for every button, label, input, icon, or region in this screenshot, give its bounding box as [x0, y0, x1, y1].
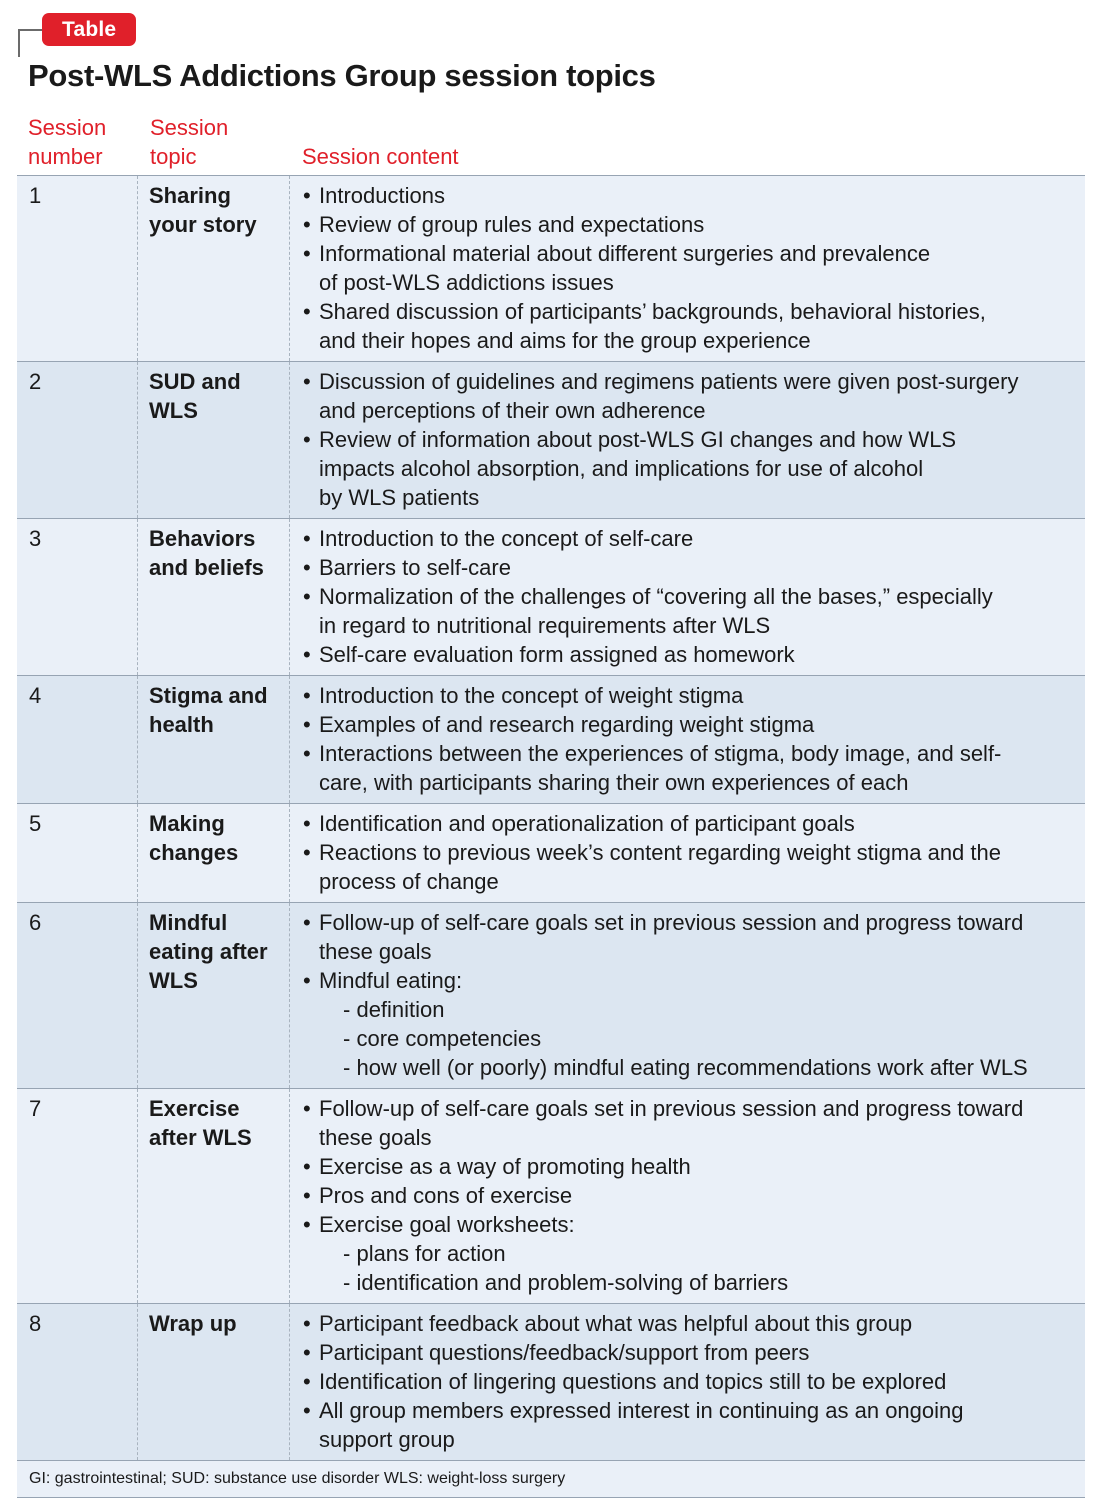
- session-content-cell: [290, 676, 1085, 803]
- content-line: • Review of information about post-WLS GI changes and how WLS: [319, 427, 957, 452]
- content-line: • All group members expressed interest in continuing as an ongoing: [319, 1398, 964, 1423]
- session-topic-line: and beliefs: [149, 555, 264, 580]
- content-bullet-item: [303, 367, 1085, 425]
- content-line: • Introduction to the concept of weight stigma: [319, 683, 744, 708]
- content-bullet-item: [303, 710, 1085, 739]
- content-bullet-item: [303, 739, 1085, 797]
- content-line: • Mindful eating:: [319, 968, 463, 993]
- content-bullet-item: [303, 524, 1085, 553]
- content-line: care, with participants sharing their own experiences of each: [319, 770, 909, 795]
- content-line: • Interactions between the experiences of stigma, body image, and self-: [319, 741, 1002, 766]
- content-sub-item: - how well (or poorly) mindful eating recommendations work after WLS: [303, 1053, 1085, 1082]
- content-line: and perceptions of their own adherence: [319, 398, 706, 423]
- session-topic-line: eating after: [149, 939, 268, 964]
- content-bullet-item: [303, 297, 1085, 355]
- content-bullet-item: [303, 210, 1085, 239]
- session-number-cell: 6: [17, 903, 138, 1088]
- session-topic-cell: [138, 903, 290, 1088]
- table-footnote: GI: gastrointestinal; SUD: substance use disorder WLS: weight-loss surgery: [17, 1461, 1085, 1498]
- content-line: • Exercise as a way of promoting health: [319, 1154, 691, 1179]
- content-bullet-item: [303, 1338, 1085, 1367]
- session-topic-line: Sharing: [149, 183, 231, 208]
- session-topic-line: Wrap up: [149, 1311, 237, 1336]
- content-bullet-item: [303, 239, 1085, 297]
- content-bullet-item: [303, 582, 1085, 640]
- session-content-cell: [290, 1089, 1085, 1303]
- session-topic-line: WLS: [149, 968, 198, 993]
- table-row: [17, 903, 1085, 1089]
- content-line: • Follow-up of self-care goals set in previous session and progress toward: [319, 910, 1024, 935]
- content-line: • Reactions to previous week’s content regarding weight stigma and the: [319, 840, 1001, 865]
- header-session-topic: [150, 113, 228, 173]
- content-line: • Pros and cons of exercise: [319, 1183, 573, 1208]
- content-line: • Introductions: [319, 183, 445, 208]
- table-title: Post-WLS Addictions Group session topics: [28, 58, 656, 93]
- session-content-cell: [290, 519, 1085, 675]
- table-row: [17, 676, 1085, 804]
- content-line: • Exercise goal worksheets:: [319, 1212, 575, 1237]
- header-line: topic: [150, 144, 197, 169]
- header-line: Session: [28, 115, 107, 140]
- content-line: • Self-care evaluation form assigned as homework: [319, 642, 795, 667]
- content-line: • Informational material about different surgeries and prevalence: [319, 241, 931, 266]
- session-topic-cell: [138, 1304, 290, 1460]
- content-line: • Introduction to the concept of self-care: [319, 526, 694, 551]
- content-sub-item: - definition: [303, 995, 1085, 1024]
- table-row: [17, 362, 1085, 519]
- header-line: Session content: [302, 144, 459, 169]
- content-bullet-item: [303, 966, 1085, 995]
- table-row: [17, 176, 1085, 362]
- session-content-cell: [290, 362, 1085, 518]
- table-row: [17, 1089, 1085, 1304]
- content-line: in regard to nutritional requirements after WLS: [319, 613, 771, 638]
- content-line: • Identification and operationalization of participant goals: [319, 811, 855, 836]
- session-topic-cell: [138, 1089, 290, 1303]
- content-bullet-item: [303, 838, 1085, 896]
- session-topic-line: Stigma and: [149, 683, 268, 708]
- session-topic-cell: [138, 804, 290, 902]
- session-topic-line: Exercise: [149, 1096, 240, 1121]
- session-topic-cell: [138, 362, 290, 518]
- table-row: [17, 804, 1085, 903]
- session-topic-cell: [138, 519, 290, 675]
- content-bullet-item: [303, 1367, 1085, 1396]
- content-sub-item: - core competencies: [303, 1024, 1085, 1053]
- table-row: [17, 519, 1085, 676]
- content-line: • Participant questions/feedback/support from peers: [319, 1340, 810, 1365]
- content-line: • Normalization of the challenges of “covering all the bases,” especially: [319, 584, 993, 609]
- content-line: of post-WLS addictions issues: [319, 270, 614, 295]
- content-bullet-item: [303, 681, 1085, 710]
- content-bullet-item: [303, 1396, 1085, 1454]
- content-bullet-item: [303, 1210, 1085, 1239]
- content-bullet-item: [303, 1152, 1085, 1181]
- content-bullet-item: [303, 553, 1085, 582]
- content-line: process of change: [319, 869, 499, 894]
- table-badge: Table: [42, 13, 136, 46]
- header-session-number: [28, 113, 106, 173]
- content-bullet-item: [303, 640, 1085, 669]
- content-line: these goals: [319, 1125, 432, 1150]
- session-topic-line: Mindful: [149, 910, 228, 935]
- session-topic-line: Making: [149, 811, 225, 836]
- session-content-cell: [290, 1304, 1085, 1460]
- content-bullet-item: [303, 809, 1085, 838]
- session-content-cell: [290, 176, 1085, 361]
- content-line: support group: [319, 1427, 455, 1452]
- header-line: Session: [150, 115, 229, 140]
- content-bullet-item: [303, 1309, 1085, 1338]
- content-line: and their hopes and aims for the group experience: [319, 328, 811, 353]
- content-sub-item: - plans for action: [303, 1239, 1085, 1268]
- header-line: number: [28, 144, 103, 169]
- content-line: • Follow-up of self-care goals set in previous session and progress toward: [319, 1096, 1024, 1121]
- content-line: • Shared discussion of participants’ backgrounds, behavioral histories,: [319, 299, 986, 324]
- session-table: [17, 175, 1085, 1498]
- session-number-cell: 3: [17, 519, 138, 675]
- content-line: • Examples of and research regarding weight stigma: [319, 712, 815, 737]
- session-topic-line: your story: [149, 212, 257, 237]
- session-topic-line: WLS: [149, 398, 198, 423]
- content-bullet-item: [303, 1181, 1085, 1210]
- content-line: • Participant feedback about what was helpful about this group: [319, 1311, 913, 1336]
- content-line: by WLS patients: [319, 485, 480, 510]
- table-row: [17, 1304, 1085, 1461]
- content-bullet-item: [303, 908, 1085, 966]
- session-number-cell: 2: [17, 362, 138, 518]
- session-number-cell: 4: [17, 676, 138, 803]
- session-content-cell: [290, 903, 1085, 1088]
- content-bullet-item: [303, 181, 1085, 210]
- session-topic-cell: [138, 676, 290, 803]
- content-line: • Identification of lingering questions and topics still to be explored: [319, 1369, 947, 1394]
- session-topic-cell: [138, 176, 290, 361]
- session-topic-line: health: [149, 712, 214, 737]
- content-line: these goals: [319, 939, 432, 964]
- session-number-cell: 1: [17, 176, 138, 361]
- session-number-cell: 5: [17, 804, 138, 902]
- content-bullet-item: [303, 425, 1085, 512]
- content-sub-item: - identification and problem-solving of barriers: [303, 1268, 1085, 1297]
- content-line: • Barriers to self-care: [319, 555, 511, 580]
- content-bullet-item: [303, 1094, 1085, 1152]
- content-line: impacts alcohol absorption, and implications for use of alcohol: [319, 456, 924, 481]
- session-number-cell: 7: [17, 1089, 138, 1303]
- content-line: • Review of group rules and expectations: [319, 212, 705, 237]
- session-number-cell: 8: [17, 1304, 138, 1460]
- session-content-cell: [290, 804, 1085, 902]
- session-topic-line: changes: [149, 840, 239, 865]
- session-topic-line: SUD and: [149, 369, 241, 394]
- session-topic-line: Behaviors: [149, 526, 256, 551]
- session-topic-line: after WLS: [149, 1125, 252, 1150]
- content-line: • Discussion of guidelines and regimens patients were given post-surgery: [319, 369, 1019, 394]
